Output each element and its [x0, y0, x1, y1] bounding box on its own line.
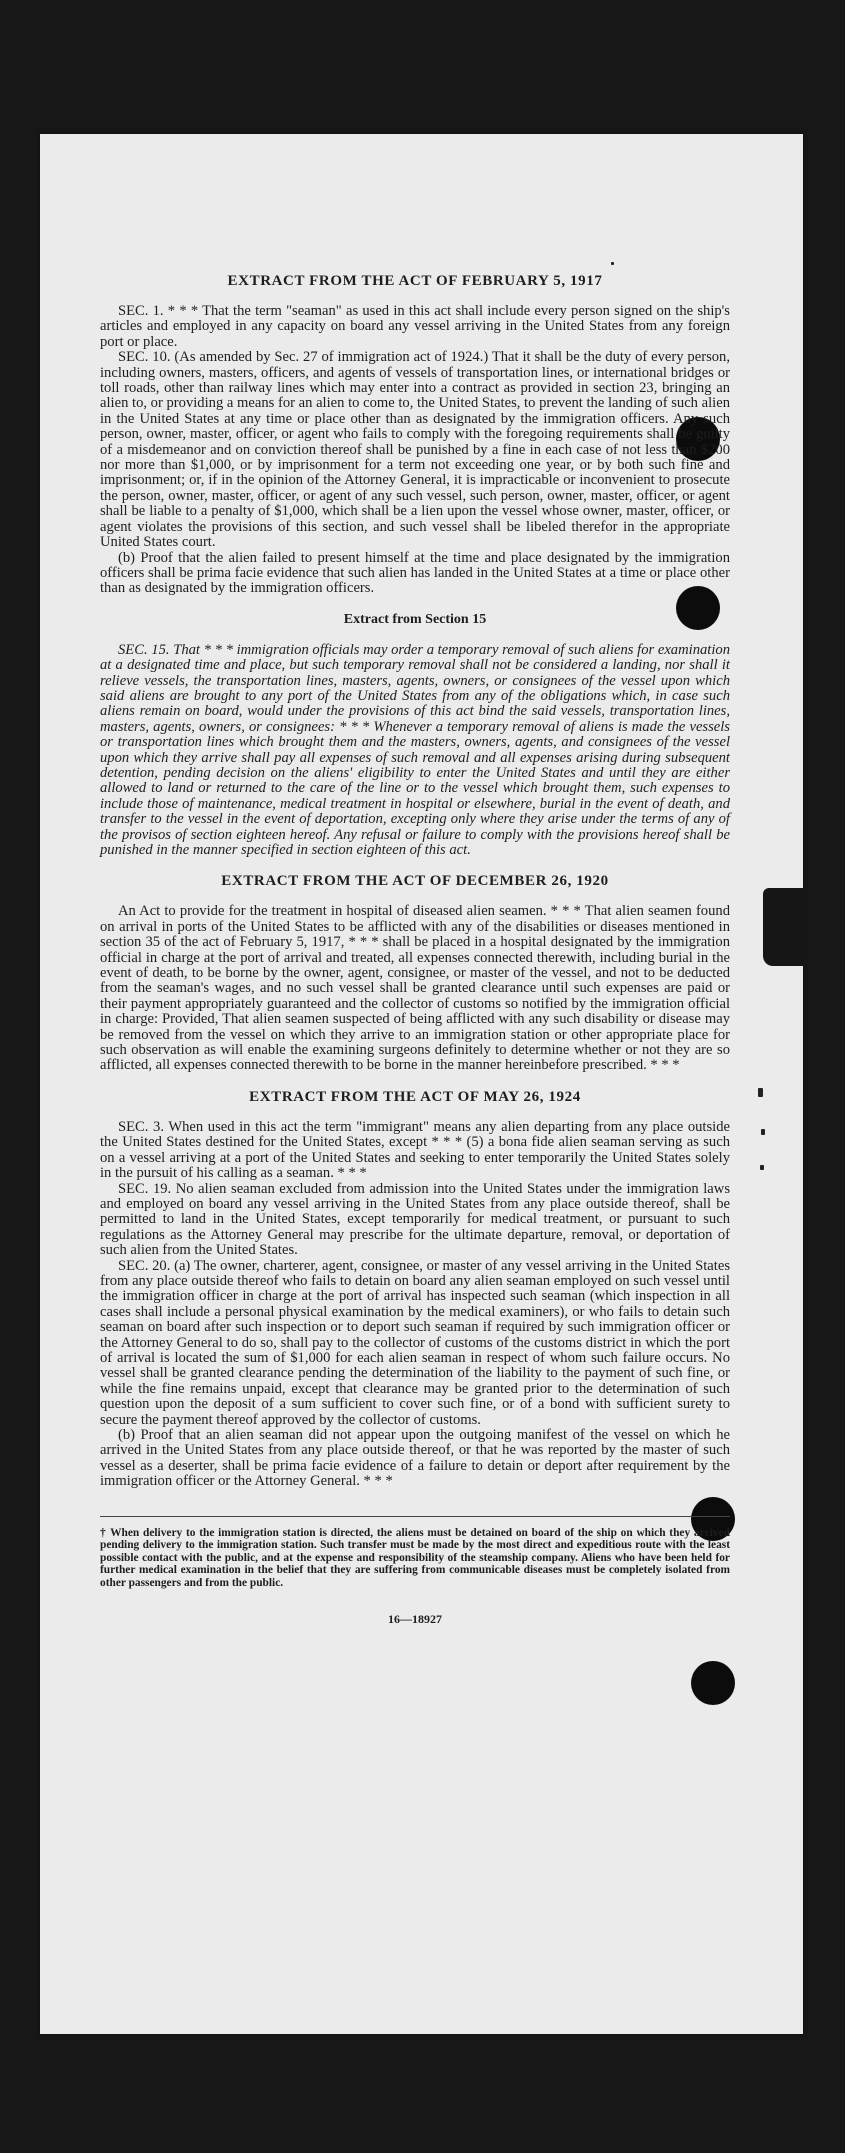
section-heading: Extract from Section 15	[343, 611, 487, 627]
paragraph: SEC. 10. (As amended by Sec. 27 of immigration act of 1924.) That it shall be the duty of every person, including owners, masters, officers, and agents of vessels of transportation lines, or international bridges or toll roads, other than railway lines which may enter into a contract as provided in section 23, bringing an alien to, or providing a means for an alien to come to, the United States, to prevent the landing of such alien in the United States at any time or place other than as designated by the immigration officers. Any such person, owner, master, officer, or agent who fails to comply with the foregoing requirements shall be guilty of a misdemeanor and on conviction thereof shall be punished by a fine in each case of not less than $200 nor more than $1,000, or by imprisonment for a term not exceeding one year, or by both such fine and imprisonment; or, if in the opinion of the Attorney General, it is impracticable or inconvenient to prosecute the person, owner, master, officer, or agent of any such vessel, such person, owner, master, officer, or agent shall be liable to a penalty of $1,000, which shall be a lien upon the vessel whose owner, master, officer, or agent violates the provisions of this section, and such vessel shall be libeled therefor in the appropriate United States court.	[100, 349, 730, 551]
ink-speck	[611, 262, 614, 265]
ink-speck	[761, 1129, 765, 1135]
paragraph: (b) Proof that the alien failed to present himself at the time and place designated by the immigration officers shall be prima facie evidence that such alien has landed in the United States at a time or place other than as designated by the immigration officers.	[100, 549, 730, 597]
paragraph: SEC. 3. When used in this act the term "immigrant" means any alien departing from any place outside the United States destined for the United States, except * * * (5) a bona fide alien seaman serving as such on a vessel arriving at a port of the United States and seeking to enter temporarily the United States solely in the pursuit of his calling as a seaman. * * *	[100, 1118, 730, 1182]
paragraph: SEC. 15. That * * * immigration officials may order a temporary removal of such aliens for examination at a designated time and place, but such temporary removal shall not be considered a landing, nor shall it relieve vessels, the transportation lines, masters, agents, owners, or consignees of the vessel upon which said aliens are brought to any port of the United States from any of the obligations which, in case such aliens remain on board, would under the provisions of this act bind the said vessels, transportation lines, masters, agents, owners, or consignees: * * * Whenever a temporary removal of aliens is made the vessels or transportation lines which brought them and the masters, owners, agents, and consignees of the vessel upon which they arrive shall pay all expenses of such removal and all expenses arising during subsequent detention, pending decision on the aliens' eligibility to enter the United States and until they are either allowed to land or returned to the care of the line or to the vessel which brought them, such expenses to include those of maintenance, medical treatment in hospital or elsewhere, burial in the event of death, and transfer to the vessel in the event of deportation, excepting only where they arise under the terms of any of the provisos of section eighteen hereof. Any refusal or failure to comply with the provisions hereof shall be punished in the manner specified in section eighteen of this act.	[100, 641, 730, 858]
page-number: 16—18927	[388, 1611, 442, 1626]
paragraph: An Act to provide for the treatment in hospital of diseased alien seamen. * * * That alien seamen found on arrival in ports of the United States to be afflicted with any of the disabilities or diseases mentioned in section 35 of the act of February 5, 1917, * * * shall be placed in a hospital designated by the immigration official in charge at the port of arrival and treated, all expenses connected therewith, including burial in the event of death, to be borne by the owner, agent, consignee, or master of the vessel, and not to be deducted from the seaman's wages, and no such vessel shall be granted clearance until such expenses are paid or their payment appropriately guaranteed and the collector of customs so notified by the immigration official in charge: Provided, That alien seamen suspected of being afflicted with any such disability or disease may be removed from the vessel on which they arrive to an immigration station or other appropriate place for such observation as will enable the examining surgeons definitely to determine whether or not they are so afflicted, all expenses connected therewith to be borne in the manner hereinbefore prescribed. * * *	[100, 903, 730, 1074]
paragraph: SEC. 19. No alien seaman excluded from admission into the United States under the immigration laws and employed on board any vessel arriving in the United States from any place outside thereof, shall be permitted to land in the United States, except temporarily for medical treatment, or pursuant to such regulations as the Attorney General may prescribe for the ultimate departure, removal, or deportation of such alien from the United States.	[100, 1180, 730, 1259]
punch-hole	[691, 1661, 735, 1705]
ink-speck	[760, 1165, 764, 1170]
section-act-1917	[100, 272, 730, 597]
paragraph: SEC. 20. (a) The owner, charterer, agent, consignee, or master of any vessel arriving in the United States from any place outside thereof who fails to detain on board any alien seaman employed on such vessel until the immigration officer in charge at the port of arrival has inspected such seaman (which inspection in all cases shall include a personal physical examination by the medical examiners), or who fails to detain such seaman on board after such inspection or to deport such seaman if required by such immigration officer or the Attorney General to do so, shall pay to the collector of customs of the customs district in which the port of arrival is located the sum of $1,000 for each alien seaman in respect of whom such failure occurs. No vessel shall be granted clearance pending the determination of the liability to the payment of such fine, or while the fine remains unpaid, except that clearance may be granted prior to the determination of such question upon the deposit of a sum sufficient to cover such fine, or of a bond with sufficient surety to secure the payment thereof approved by the collector of customs.	[100, 1257, 730, 1428]
section-extract-15	[100, 611, 730, 859]
document-body	[100, 272, 730, 1627]
page-tear	[763, 888, 808, 966]
section-heading: EXTRACT FROM THE ACT OF DECEMBER 26, 1920	[221, 873, 609, 890]
section-heading: EXTRACT FROM THE ACT OF MAY 26, 1924	[249, 1088, 581, 1105]
section-act-1924	[100, 1088, 730, 1490]
paragraph: SEC. 1. * * * That the term "seaman" as used in this act shall include every person signed on the ship's articles and employed in any capacity on board any vessel arriving in the United States from any foreign port or place.	[100, 303, 730, 350]
section-heading: EXTRACT FROM THE ACT OF FEBRUARY 5, 1917	[227, 273, 603, 289]
footnote: † When delivery to the immigration station is directed, the aliens must be detained on board of the ship on which they arrived pending delivery to the immigration station. Such transfer must be made by the most direct and expeditious route with the least possible contact with the public, and at the expense and responsibility of the steamship company. Aliens who have been held for further medical examination in the belief that they are suffering from communicable diseases must be completely isolated from other passengers and from the public.	[100, 1516, 730, 1590]
section-act-1920	[100, 872, 730, 1073]
document-page	[40, 134, 803, 2034]
paragraph: (b) Proof that an alien seaman did not appear upon the outgoing manifest of the vessel on which he arrived in the United States from any place outside thereof, or that he was reported by the master of such vessel as a deserter, shall be prima facie evidence of a failure to detain or deport after requirement by the immigration officer or the Attorney General. * * *	[100, 1427, 730, 1490]
ink-speck	[758, 1088, 763, 1097]
